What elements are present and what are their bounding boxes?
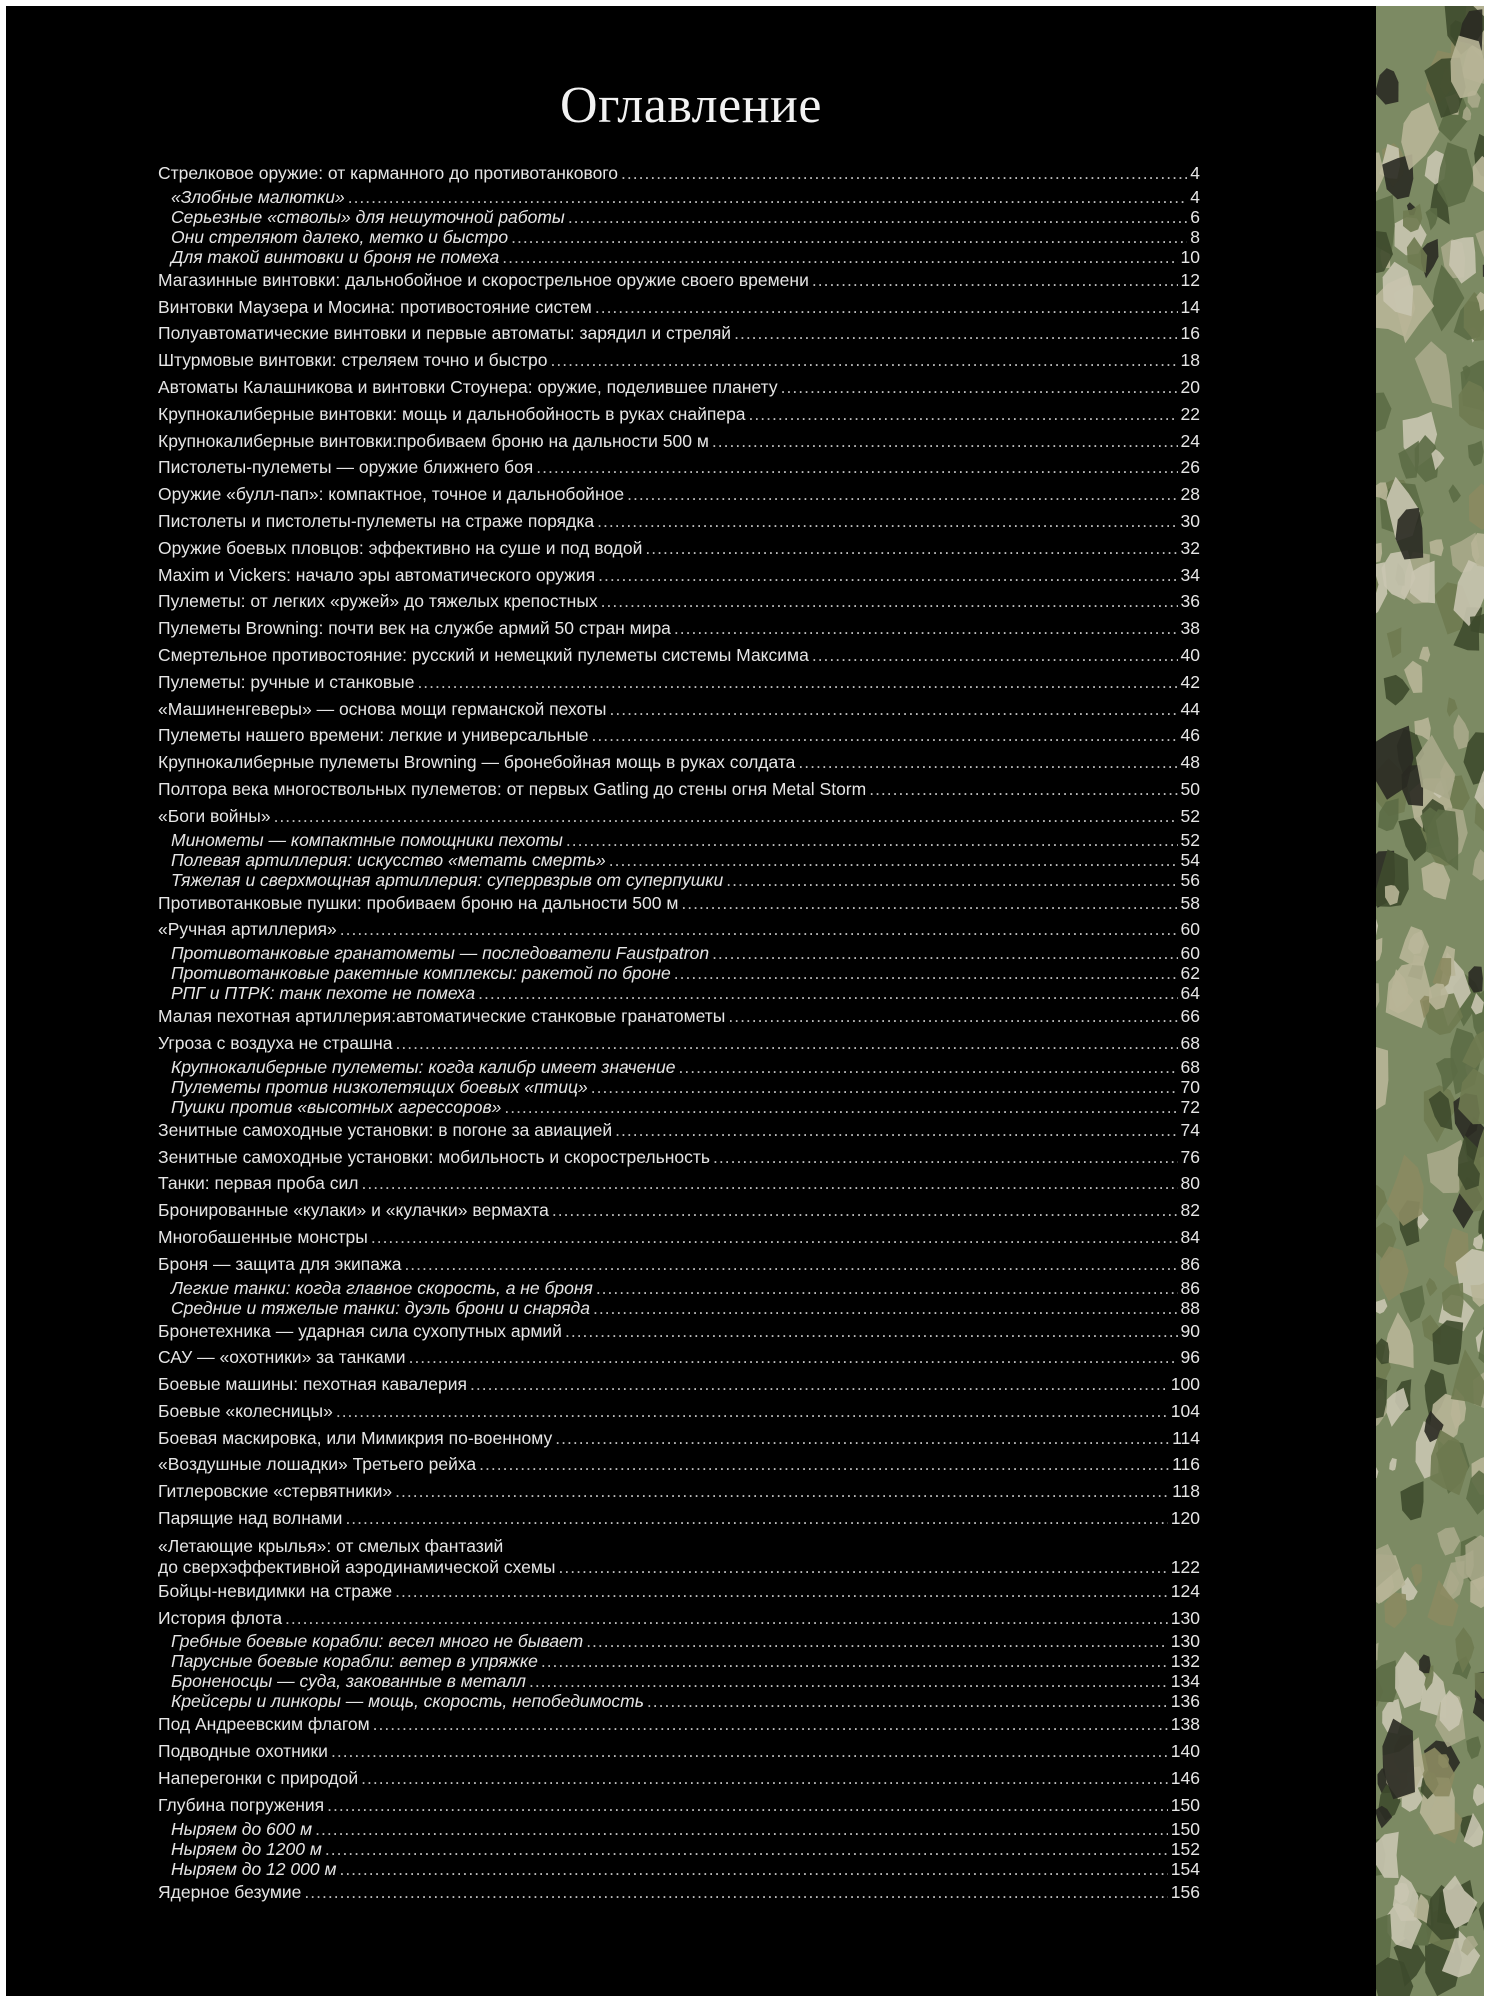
toc-page-number: 76 <box>1180 1146 1200 1167</box>
toc-entry-title: Для такой винтовки и броня не помеха <box>171 246 500 267</box>
toc-entry <box>158 1711 1200 1738</box>
toc-entry-title: РПГ и ПТРК: танк пехоте не помеха <box>171 983 476 1004</box>
toc-entry-title: Крупнокалиберные пулеметы Browning — бронебойная мощь в руках солдата <box>158 752 796 773</box>
toc-page-number: 34 <box>1180 564 1200 585</box>
toc-page-number: 82 <box>1180 1200 1200 1221</box>
dot-leader <box>339 1859 1167 1879</box>
toc-entry <box>158 320 1200 347</box>
toc-entry-title: Многобашенные монстры <box>158 1226 368 1247</box>
toc-entry-title: «Машиненгеверы» — основа мощи германской пехоты <box>158 698 607 719</box>
toc-entry <box>158 1478 1200 1505</box>
toc-entry-title: Ныряем до 1200 м <box>171 1838 322 1859</box>
toc-page-number: 74 <box>1180 1119 1200 1140</box>
toc-entry <box>158 1251 1200 1278</box>
dot-leader <box>627 481 1177 508</box>
dot-leader <box>504 1097 1177 1117</box>
toc-page-number: 20 <box>1180 376 1200 397</box>
toc-entry-title: Магазинные винтовки: дальнобойное и скорострельное оружие своего времени <box>158 269 809 290</box>
toc-entry <box>158 374 1200 401</box>
toc-entry <box>158 1224 1200 1251</box>
dot-leader <box>470 1371 1168 1398</box>
toc-entry-title: Смертельное противостояние: русский и немецкий пулеметы системы Максима <box>158 644 809 665</box>
toc-entry-title: Бронетехника — ударная сила сухопутных армий <box>158 1320 562 1341</box>
toc-entry-title: Парусные боевые корабли: ветер в упряжке <box>171 1651 538 1672</box>
toc-page-number: 8 <box>1190 226 1200 247</box>
toc-entry-title: Боевые «колесницы» <box>158 1400 333 1421</box>
dot-leader <box>373 1711 1168 1738</box>
toc-subentry <box>158 1077 1200 1097</box>
dot-leader <box>552 1197 1178 1224</box>
toc-page-number: 130 <box>1170 1607 1200 1628</box>
toc-entry <box>158 1578 1200 1605</box>
dot-leader <box>798 749 1177 776</box>
toc-subentry <box>158 1057 1200 1077</box>
dot-leader <box>597 508 1177 535</box>
dot-leader <box>371 1224 1178 1251</box>
toc-page-number: 118 <box>1172 1481 1200 1502</box>
toc-page-number: 88 <box>1180 1297 1200 1318</box>
toc-entry-title: Броня — защита для экипажа <box>158 1253 402 1274</box>
toc-entry-title: Средние и тяжелые танки: дуэль брони и снаряда <box>171 1297 590 1318</box>
dot-leader <box>511 227 1187 247</box>
toc-page-number: 80 <box>1180 1173 1200 1194</box>
dot-leader <box>565 1318 1178 1345</box>
toc-entry-title: Легкие танки: когда главное скорость, а не броня <box>171 1277 593 1298</box>
toc-entry <box>158 1030 1200 1057</box>
dot-leader <box>598 562 1177 589</box>
dot-leader <box>315 1819 1168 1839</box>
toc-entry <box>158 1505 1200 1532</box>
toc-subentry <box>158 1651 1200 1671</box>
toc-page-number: 4 <box>1190 163 1200 183</box>
toc-entry <box>158 803 1200 830</box>
toc-entry-title: Оружие боевых пловцов: эффективно на суше и под водой <box>158 537 643 558</box>
toc-page-number: 70 <box>1180 1076 1200 1097</box>
dot-leader <box>340 916 1178 943</box>
toc-page-number: 24 <box>1180 430 1200 451</box>
dot-leader <box>361 1765 1168 1792</box>
dot-leader <box>348 187 1188 207</box>
dot-leader <box>274 803 1178 830</box>
toc-entry <box>158 481 1200 508</box>
dot-leader <box>568 207 1187 227</box>
toc-entry-title: Оружие «булл-пап»: компактное, точное и дальнобойное <box>158 484 625 505</box>
toc-entry <box>158 347 1200 374</box>
toc-entry-title: Полтора века многоствольных пулеметов: от первых Gatling до стены огня Metal Storm <box>158 778 867 799</box>
toc-entry-title: «Злобные малютки» <box>171 186 345 207</box>
toc-entry-title: Пулеметы против низколетящих боевых «птиц» <box>171 1076 588 1097</box>
toc-entry <box>158 749 1200 776</box>
toc-entry <box>158 722 1200 749</box>
dot-leader <box>781 374 1178 401</box>
toc-entry-title: Крупнокалиберные винтовки: мощь и дальнобойность в руках снайпера <box>158 403 746 424</box>
toc-page-number: 64 <box>1180 983 1200 1004</box>
dot-leader <box>615 1117 1177 1144</box>
toc-entry <box>158 454 1200 481</box>
dot-leader <box>681 890 1177 917</box>
dot-leader <box>336 1398 1168 1425</box>
toc-page-number: 122 <box>1170 1556 1200 1577</box>
toc-entry-title: Малая пехотная артиллерия:автоматические станковые гранатометы <box>158 1006 726 1027</box>
dot-leader <box>869 776 1177 803</box>
toc-subentry <box>158 830 1200 850</box>
dot-leader <box>591 1077 1178 1097</box>
toc-page-number: 104 <box>1170 1400 1200 1421</box>
toc-entry <box>158 1765 1200 1792</box>
toc-subentry <box>158 227 1200 247</box>
toc-page-number: 32 <box>1180 537 1200 558</box>
toc-entry <box>158 1425 1200 1452</box>
toc-entry <box>158 669 1200 696</box>
toc-entry <box>158 588 1200 615</box>
toc-page-number: 130 <box>1170 1631 1200 1652</box>
toc-entry-title: Ныряем до 12 000 м <box>171 1858 337 1879</box>
toc-page-number: 52 <box>1180 829 1200 850</box>
toc-page-number: 120 <box>1170 1508 1200 1529</box>
toc-page-number: 68 <box>1180 1032 1200 1053</box>
toc-page-number: 150 <box>1170 1818 1200 1839</box>
toc-subentry <box>158 207 1200 227</box>
toc-entry <box>158 1197 1200 1224</box>
dot-leader <box>726 870 1177 890</box>
toc-subentry <box>158 1278 1200 1298</box>
dot-leader <box>713 1144 1178 1171</box>
dot-leader <box>396 1030 1178 1057</box>
dot-leader <box>592 722 1178 749</box>
toc-entry-title: Броненосцы — суда, закованные в металл <box>171 1671 526 1692</box>
toc-page-number: 116 <box>1172 1454 1200 1475</box>
dot-leader <box>728 1003 1177 1030</box>
dot-leader <box>679 1057 1178 1077</box>
toc-entry <box>158 1605 1200 1632</box>
toc-entry-title: История флота <box>158 1607 283 1628</box>
table-of-contents <box>158 160 1200 1905</box>
toc-entry-title: Подводные охотники <box>158 1741 328 1762</box>
dot-leader <box>478 983 1177 1003</box>
toc-entry <box>158 428 1200 455</box>
toc-subentry <box>158 1859 1200 1879</box>
dot-leader <box>566 830 1178 850</box>
page-title: Оглавление <box>560 77 822 134</box>
toc-entry <box>158 160 1200 187</box>
toc-page-number: 36 <box>1180 591 1200 612</box>
toc-page-number: 28 <box>1180 484 1200 505</box>
toc-entry <box>158 294 1200 321</box>
dot-leader <box>479 1451 1169 1478</box>
toc-entry-title: Противотанковые ракетные комплексы: ракетой по броне <box>171 963 671 984</box>
toc-entry <box>158 642 1200 669</box>
dot-leader <box>551 347 1178 374</box>
toc-page-number: 44 <box>1180 698 1200 719</box>
dot-leader <box>749 401 1178 428</box>
dot-leader <box>645 535 1177 562</box>
toc-page-number: 50 <box>1180 778 1200 799</box>
toc-entry-title: Серьезные «стволы» для нешуточной работы <box>171 206 565 227</box>
dot-leader <box>647 1691 1168 1711</box>
toc-entry-title: Парящие над волнами <box>158 1508 343 1529</box>
dot-leader <box>609 850 1178 870</box>
toc-entry-title: Боевая маскировка, или Мимикрия по-военному <box>158 1427 553 1448</box>
toc-entry-title: Пулеметы нашего времени: легкие и универсальные <box>158 725 589 746</box>
toc-entry-title: Пистолеты-пулеметы — оружие ближнего боя <box>158 457 534 478</box>
toc-page-number: 30 <box>1180 510 1200 531</box>
toc-page-number: 84 <box>1180 1226 1200 1247</box>
toc-entry <box>158 615 1200 642</box>
dot-leader <box>536 454 1177 481</box>
toc-page-number: 4 <box>1190 186 1200 207</box>
toc-page-number: 54 <box>1180 849 1200 870</box>
toc-subentry <box>158 1671 1200 1691</box>
dot-leader <box>285 1605 1168 1632</box>
dot-leader <box>812 267 1178 294</box>
toc-subentry <box>158 1691 1200 1711</box>
dot-leader <box>409 1344 1178 1371</box>
toc-page-number: 10 <box>1180 246 1200 267</box>
toc-entry-title: Под Андреевским флагом <box>158 1714 370 1735</box>
toc-page-number: 16 <box>1180 323 1200 344</box>
toc-page-number: 60 <box>1180 919 1200 940</box>
dot-leader <box>327 1792 1168 1819</box>
toc-entry-title: Гитлеровские «стервятники» <box>158 1481 393 1502</box>
toc-entry-title: Пулеметы: ручные и станковые <box>158 671 415 692</box>
toc-page-number: 60 <box>1180 943 1200 964</box>
dot-leader <box>586 1631 1168 1651</box>
toc-entry-title: Угроза с воздуха не страшна <box>158 1032 393 1053</box>
toc-entry-title: Пушки против «высотных агрессоров» <box>171 1096 502 1117</box>
camouflage-strip <box>1376 6 1484 1996</box>
toc-subentry <box>158 187 1200 207</box>
toc-entry-title: Пулеметы Browning: почти век на службе армий 50 стран мира <box>158 618 671 639</box>
dot-leader <box>404 1251 1177 1278</box>
toc-entry <box>158 1738 1200 1765</box>
dot-leader <box>610 696 1178 723</box>
toc-entry-title: САУ — «охотники» за танками <box>158 1347 406 1368</box>
toc-entry-title: Зенитные самоходные установки: мобильность и скорострельность <box>158 1146 711 1167</box>
dot-leader <box>593 1298 1178 1318</box>
toc-page-number: 58 <box>1180 892 1200 913</box>
toc-entry-title: Бойцы-невидимки на страже <box>158 1580 393 1601</box>
toc-entry-title: Тяжелая и сверхмощная артиллерия: суперрвзрыв от суперпушки <box>171 869 724 890</box>
toc-subentry <box>158 1839 1200 1859</box>
toc-entry-title: Глубина погружения <box>158 1794 325 1815</box>
toc-entry-title: «Боги войны» <box>158 805 271 826</box>
toc-page-number: 68 <box>1180 1056 1200 1077</box>
dot-leader <box>812 642 1178 669</box>
toc-entry <box>158 401 1200 428</box>
toc-entry-title: Наперегонки с природой <box>158 1768 359 1789</box>
toc-entry <box>158 1117 1200 1144</box>
toc-page-number: 38 <box>1180 618 1200 639</box>
toc-entry <box>158 1144 1200 1171</box>
toc-subentry <box>158 1298 1200 1318</box>
toc-entry-title: Пулеметы: от легких «ружей» до тяжелых крепостных <box>158 591 598 612</box>
toc-page-number: 132 <box>1170 1651 1200 1672</box>
dot-leader <box>559 1557 1168 1578</box>
toc-page-number: 154 <box>1170 1858 1200 1879</box>
toc-entry <box>158 1344 1200 1371</box>
toc-entry-title: Штурмовые винтовки: стреляем точно и быстро <box>158 350 548 371</box>
toc-subentry <box>158 1631 1200 1651</box>
toc-entry-title: Они стреляют далеко, метко и быстро <box>171 226 509 247</box>
toc-page-number: 156 <box>1170 1881 1200 1902</box>
toc-entry <box>158 1451 1200 1478</box>
toc-entry-title: «Летающие крылья»: от смелых фантазий до сверхэффективной аэродинамической схемы <box>158 1535 556 1577</box>
toc-entry-title: Противотанковые гранатометы — последователи Faustpatron <box>171 943 710 964</box>
dot-leader <box>395 1578 1168 1605</box>
toc-entry <box>158 267 1200 294</box>
toc-page-number: 6 <box>1190 206 1200 227</box>
toc-page-number: 146 <box>1170 1768 1200 1789</box>
toc-page-number: 72 <box>1180 1096 1200 1117</box>
toc-page-number: 46 <box>1180 725 1200 746</box>
dot-leader <box>304 1879 1167 1906</box>
toc-page-number: 42 <box>1180 671 1200 692</box>
dot-leader <box>555 1425 1169 1452</box>
dot-leader <box>596 1278 1178 1298</box>
toc-entry-title: Maxim и Vickers: начало эры автоматического оружия <box>158 564 596 585</box>
toc-entry-title: Ядерное безумие <box>158 1881 302 1902</box>
toc-entry-title: Зенитные самоходные установки: в погоне за авиацией <box>158 1119 613 1140</box>
toc-entry <box>158 562 1200 589</box>
toc-page-number: 100 <box>1170 1374 1200 1395</box>
toc-page-number: 86 <box>1180 1277 1200 1298</box>
camouflage-pattern-image <box>1376 6 1484 1996</box>
toc-entry <box>158 1170 1200 1197</box>
toc-page-number: 56 <box>1180 869 1200 890</box>
toc-entry <box>158 890 1200 917</box>
toc-page-number: 150 <box>1170 1794 1200 1815</box>
toc-entry <box>158 916 1200 943</box>
dot-leader <box>674 615 1178 642</box>
toc-page-number: 136 <box>1170 1691 1200 1712</box>
toc-entry-title: Крупнокалиберные винтовки:пробиваем броню на дальности 500 м <box>158 430 709 451</box>
toc-page-number: 48 <box>1180 752 1200 773</box>
dot-leader <box>395 1478 1169 1505</box>
toc-entry <box>158 776 1200 803</box>
toc-page-number: 52 <box>1180 805 1200 826</box>
toc-page-number: 86 <box>1180 1253 1200 1274</box>
toc-entry <box>158 1398 1200 1425</box>
toc-page-number: 140 <box>1170 1741 1200 1762</box>
toc-subentry <box>158 1097 1200 1117</box>
toc-page-number: 152 <box>1170 1838 1200 1859</box>
toc-subentry <box>158 1819 1200 1839</box>
toc-page-number: 134 <box>1170 1671 1200 1692</box>
toc-page-number: 66 <box>1180 1006 1200 1027</box>
toc-page-number: 62 <box>1180 963 1200 984</box>
toc-entry <box>158 535 1200 562</box>
toc-subentry <box>158 943 1200 963</box>
toc-page-number: 14 <box>1180 296 1200 317</box>
dot-leader <box>674 963 1178 983</box>
toc-page-number: 12 <box>1180 269 1200 290</box>
dot-leader <box>502 247 1177 267</box>
toc-entry-title: Винтовки Маузера и Мосина: противостояние систем <box>158 296 592 317</box>
toc-entry-title: Стрелковое оружие: от карманного до противотанкового <box>158 163 619 183</box>
toc-page-number: 96 <box>1180 1347 1200 1368</box>
toc-entry <box>158 1532 1200 1578</box>
dot-leader <box>601 588 1178 615</box>
toc-entry-title: Противотанковые пушки: пробиваем броню на дальности 500 м <box>158 892 679 913</box>
toc-entry-title: Полевая артиллерия: искусство «метать смерть» <box>171 849 606 870</box>
dot-leader <box>331 1738 1168 1765</box>
toc-subentry <box>158 850 1200 870</box>
toc-subentry <box>158 870 1200 890</box>
toc-entry <box>158 1792 1200 1819</box>
dot-leader <box>417 669 1177 696</box>
toc-entry-title: Танки: первая проба сил <box>158 1173 359 1194</box>
toc-entry <box>158 1879 1200 1906</box>
dot-leader <box>345 1505 1167 1532</box>
toc-subentry <box>158 247 1200 267</box>
toc-entry-title: Пистолеты и пистолеты-пулеметы на страже порядка <box>158 510 595 531</box>
toc-page-number: 138 <box>1170 1714 1200 1735</box>
dot-leader <box>595 294 1178 321</box>
toc-entry-title: Ныряем до 600 м <box>171 1818 313 1839</box>
dot-leader <box>325 1839 1168 1859</box>
toc-page-number: 124 <box>1170 1580 1200 1601</box>
toc-page-number: 18 <box>1180 350 1200 371</box>
dot-leader <box>712 943 1177 963</box>
dot-leader <box>621 160 1187 187</box>
page <box>6 6 1484 1996</box>
dot-leader <box>361 1170 1177 1197</box>
toc-entry <box>158 1318 1200 1345</box>
toc-entry-title: Боевые машины: пехотная кавалерия <box>158 1374 467 1395</box>
toc-entry-title: Бронированные «кулаки» и «кулачки» вермахта <box>158 1200 549 1221</box>
toc-entry-title: Минометы — компактные помощники пехоты <box>171 829 563 850</box>
toc-entry-title: Полуавтоматические винтовки и первые автоматы: зарядил и стреляй <box>158 323 732 344</box>
dot-leader <box>712 428 1178 455</box>
toc-page-number: 26 <box>1180 457 1200 478</box>
toc-entry <box>158 696 1200 723</box>
dot-leader <box>529 1671 1168 1691</box>
toc-entry-title: Гребные боевые корабли: весел много не бывает <box>171 1631 584 1652</box>
toc-entry-title: «Ручная артиллерия» <box>158 919 337 940</box>
dot-leader <box>734 320 1177 347</box>
toc-entry <box>158 1371 1200 1398</box>
toc-entry-title: «Воздушные лошадки» Третьего рейха <box>158 1454 477 1475</box>
toc-page-number: 90 <box>1180 1320 1200 1341</box>
toc-entry-title: Автоматы Калашникова и винтовки Стоунера: оружие, поделившее планету <box>158 376 778 397</box>
dot-leader <box>541 1651 1168 1671</box>
toc-entry-title: Крупнокалиберные пулеметы: когда калибр имеет значение <box>171 1056 676 1077</box>
toc-subentry <box>158 963 1200 983</box>
toc-page-number: 40 <box>1180 644 1200 665</box>
toc-page-number: 22 <box>1180 403 1200 424</box>
toc-subentry <box>158 983 1200 1003</box>
toc-entry <box>158 1003 1200 1030</box>
toc-entry <box>158 508 1200 535</box>
toc-page-number: 114 <box>1172 1427 1200 1448</box>
toc-entry-title: Крейсеры и линкоры — мощь, скорость, непобедимость <box>171 1691 644 1712</box>
